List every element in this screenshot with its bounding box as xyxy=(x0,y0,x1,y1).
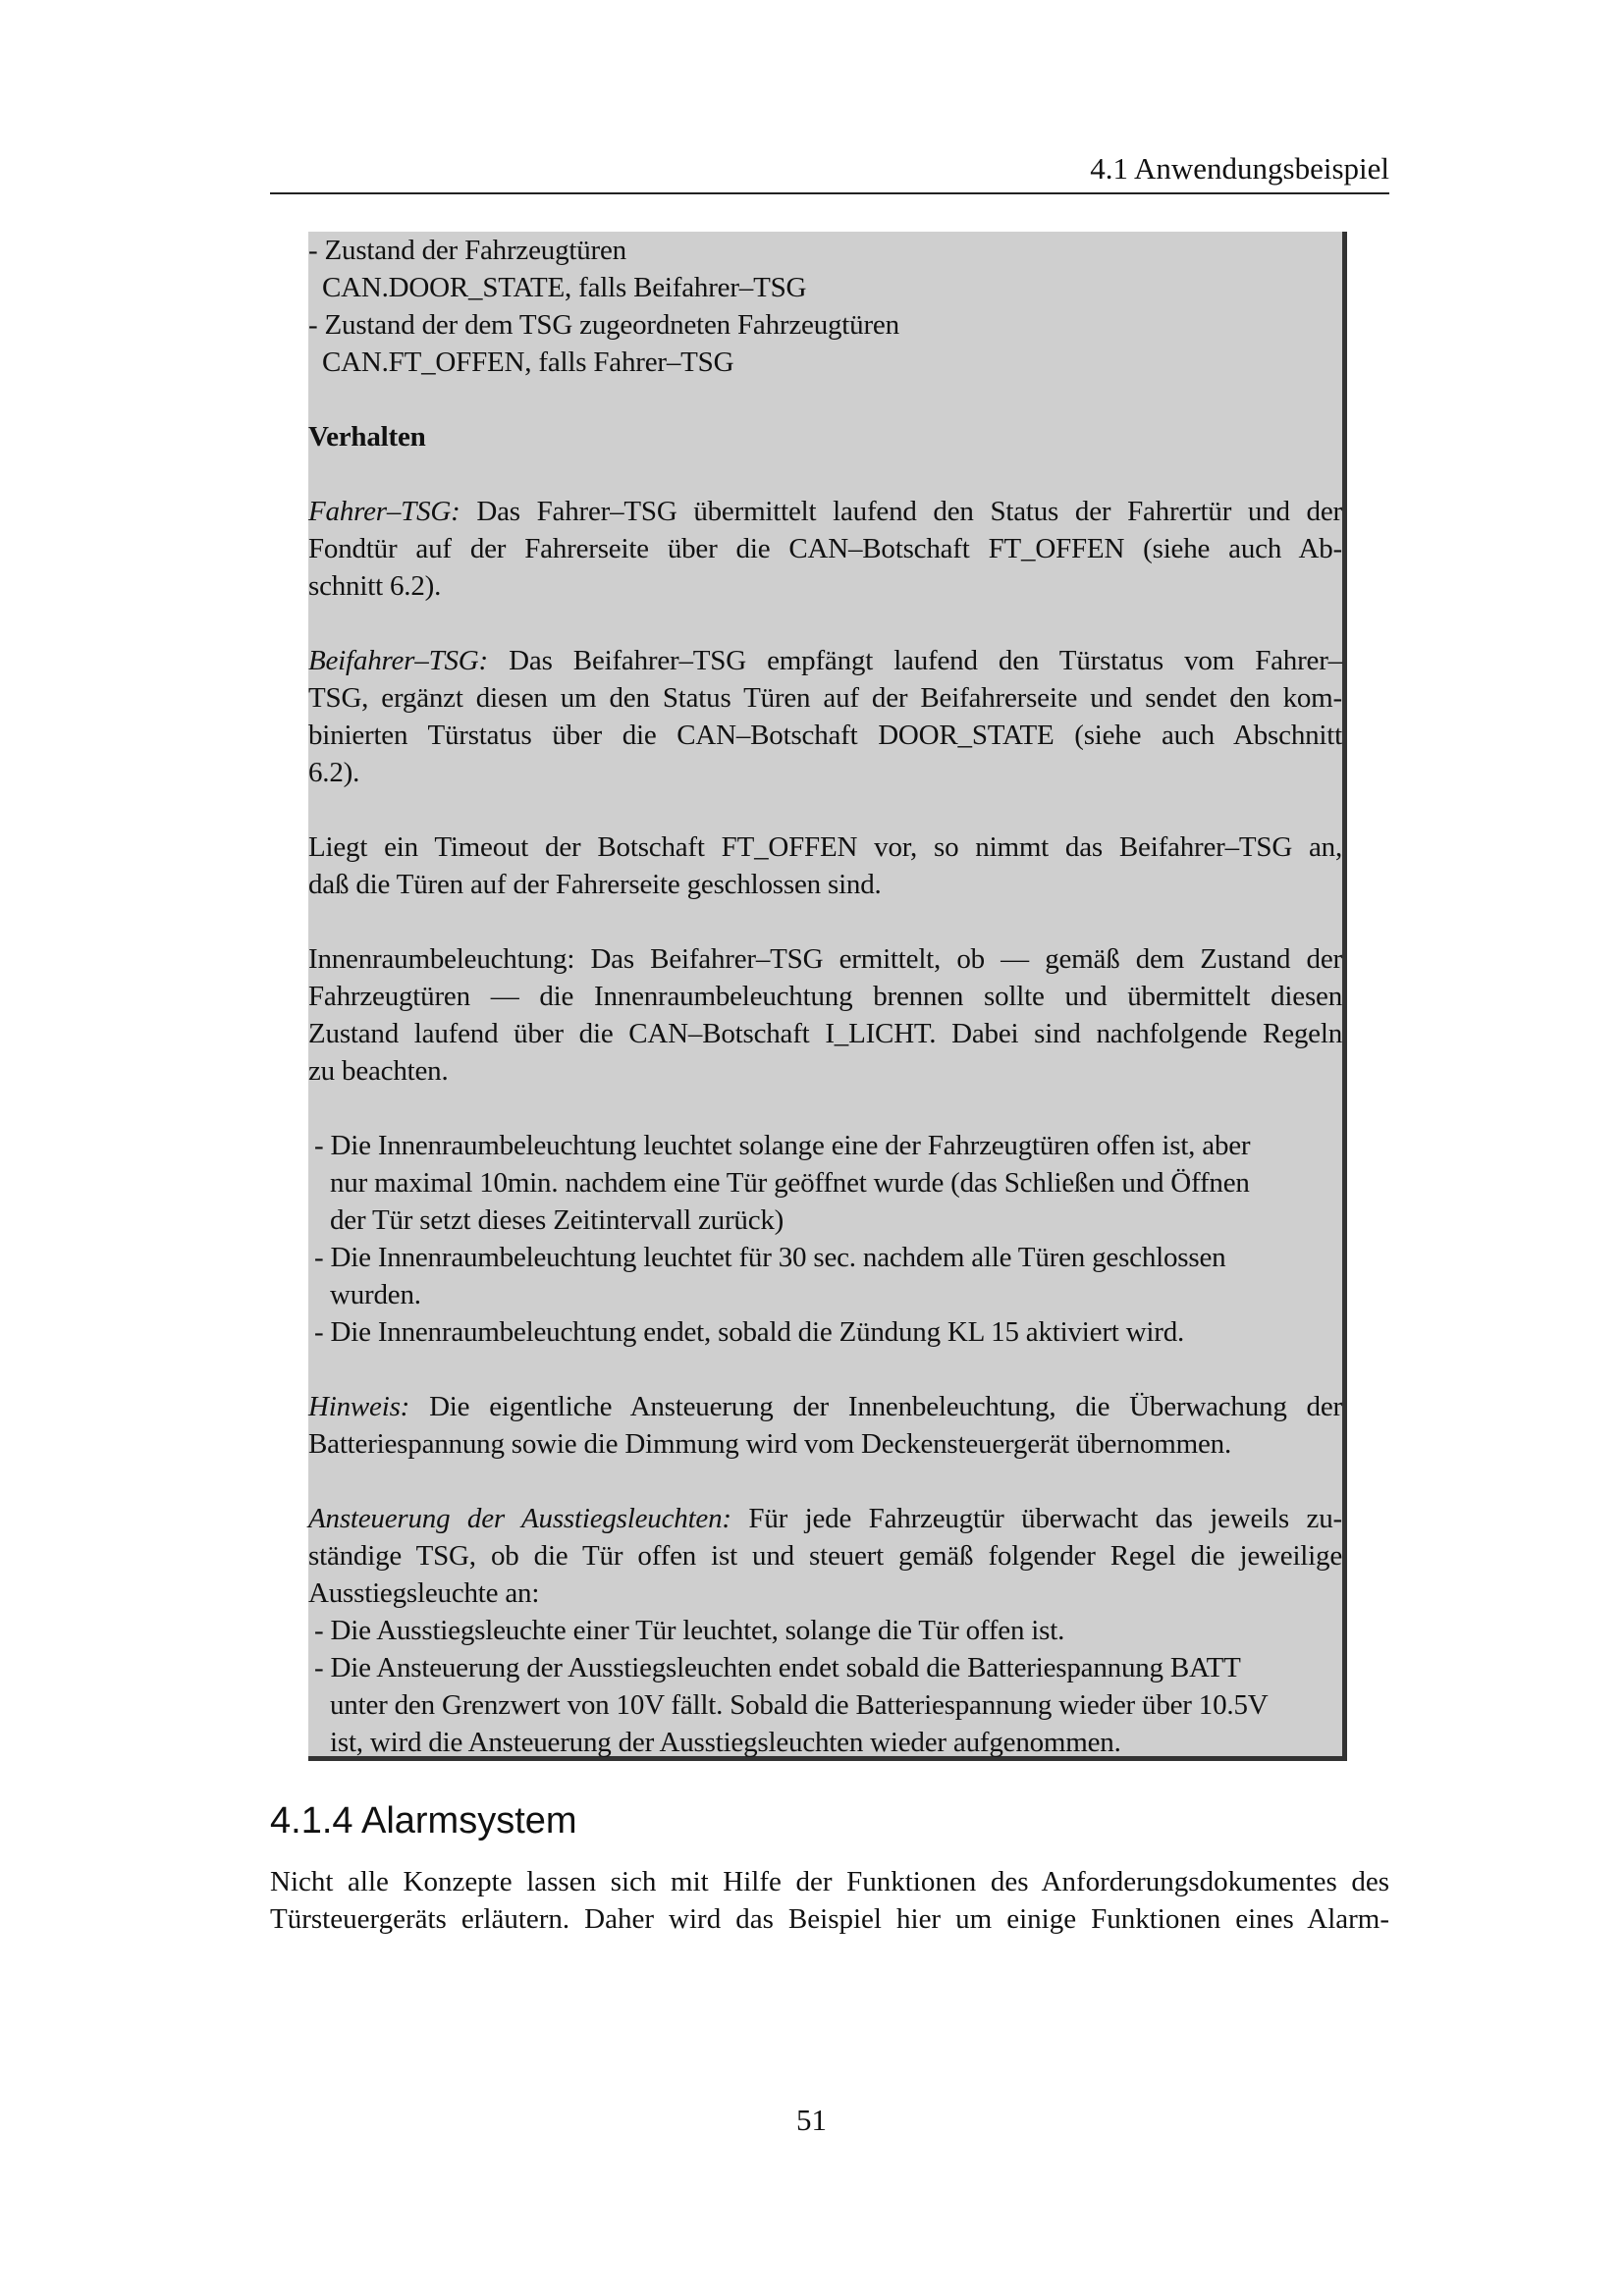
running-header-title: 4.1 Anwendungsbeispiel xyxy=(1090,151,1389,186)
ausstieg-line-1 xyxy=(308,1500,1342,1537)
input-line-4: CAN.FT_OFFEN, falls Fahrer–TSG xyxy=(322,347,734,378)
innenraum-paragraph xyxy=(308,940,1342,1090)
behavior-heading: Verhalten xyxy=(308,421,426,453)
innenraum-rule-2: - Die Innenraumbeleuchtung leuchtet für 30 sec. nachdem alle Türen geschlossen xyxy=(314,1242,1226,1273)
hinweis-line-1 xyxy=(308,1388,1342,1425)
ausstieg-rule-2: - Die Ansteuerung der Ausstiegsleuchten endet sobald die Batteriespannung BATT xyxy=(314,1652,1241,1683)
ausstieg-line-3: Ausstiegsleuchte an: xyxy=(308,1577,540,1609)
input-line-1: - Zustand der Fahrzeugtüren xyxy=(308,235,626,266)
innenraum-rule-1-cont-2: der Tür setzt dieses Zeitintervall zurück) xyxy=(330,1204,784,1236)
hinweis-text-1: Die eigentliche Ansteuerung der Innenbeleuchtung, die Überwachung der xyxy=(429,1391,1342,1422)
hinweis-paragraph xyxy=(308,1388,1342,1463)
beifahrer-tsg-line-3: binierten Türstatus über die CAN–Botschaft DOOR_STATE (siehe auch Abschnitt xyxy=(308,720,1342,751)
beifahrer-tsg-line-1 xyxy=(308,642,1342,679)
innenraum-rule-2-cont-1: wurden. xyxy=(330,1279,421,1310)
fahrer-tsg-text-1: Das Fahrer–TSG übermittelt laufend den Status der Fahrertür und der xyxy=(476,496,1342,527)
fahrer-tsg-line-3: schnitt 6.2). xyxy=(308,570,442,602)
requirements-box xyxy=(308,232,1347,1761)
page-number: 51 xyxy=(796,2103,827,2137)
innenraum-line-2: Fahrzeugtüren — die Innenraumbeleuchtung brennen sollte und übermittelt diesen xyxy=(308,981,1342,1012)
ausstieg-rule-2-cont-2: ist, wird die Ansteuerung der Ausstiegsleuchten wieder aufgenommen. xyxy=(330,1727,1121,1758)
fahrer-tsg-paragraph xyxy=(308,493,1342,605)
fahrer-tsg-line-1 xyxy=(308,493,1342,530)
beifahrer-tsg-text-1: Das Beifahrer–TSG empfängt laufend den Türstatus vom Fahrer– xyxy=(509,645,1342,676)
fahrer-tsg-label: Fahrer–TSG: xyxy=(308,496,460,527)
fahrer-tsg-line-2: Fondtür auf der Fahrerseite über die CAN–Botschaft FT_OFFEN (siehe auch Ab- xyxy=(308,533,1342,564)
timeout-line-1: Liegt ein Timeout der Botschaft FT_OFFEN vor, so nimmt das Beifahrer–TSG an, xyxy=(308,831,1342,863)
hinweis-label: Hinweis: xyxy=(308,1391,410,1422)
section-paragraph-line-1: Nicht alle Konzepte lassen sich mit Hilfe der Funktionen des Anforderungsdokumentes des xyxy=(270,1866,1389,1897)
ausstieg-label: Ansteuerung der Ausstiegsleuchten: xyxy=(308,1503,731,1534)
innenraum-rule-3: - Die Innenraumbeleuchtung endet, sobald die Zündung KL 15 aktiviert wird. xyxy=(314,1316,1185,1348)
timeout-line-2: daß die Türen auf der Fahrerseite geschlossen sind. xyxy=(308,869,882,900)
ausstieg-rule-2-cont-1: unter den Grenzwert von 10V fällt. Sobald die Batteriespannung wieder über 10.5V xyxy=(330,1689,1269,1721)
ausstieg-line-2: ständige TSG, ob die Tür offen ist und steuert gemäß folgender Regel die jeweilige xyxy=(308,1540,1342,1572)
innenraum-rule-1-cont-1: nur maximal 10min. nachdem eine Tür geöffnet wurde (das Schließen und Öffnen xyxy=(330,1167,1250,1199)
beifahrer-tsg-line-2: TSG, ergänzt diesen um den Status Türen auf der Beifahrerseite und sendet den kom- xyxy=(308,682,1342,714)
innenraum-line-4: zu beachten. xyxy=(308,1055,449,1087)
timeout-paragraph xyxy=(308,828,1342,903)
ausstieg-text-1: Für jede Fahrzeugtür überwacht das jeweils zu- xyxy=(748,1503,1342,1534)
innenraum-line-1: Innenraumbeleuchtung: Das Beifahrer–TSG ermittelt, ob — gemäß dem Zustand der xyxy=(308,943,1342,975)
innenraum-rules-list xyxy=(314,1127,1335,1351)
innenraum-line-3: Zustand laufend über die CAN–Botschaft I_LICHT. Dabei sind nachfolgende Regeln xyxy=(308,1018,1342,1049)
section-paragraph xyxy=(270,1863,1389,1938)
ausstieg-paragraph xyxy=(308,1500,1342,1612)
ausstieg-rule-1: - Die Ausstiegsleuchte einer Tür leuchtet, solange die Tür offen ist. xyxy=(314,1615,1065,1646)
beifahrer-tsg-line-4: 6.2). xyxy=(308,757,360,788)
input-line-2: CAN.DOOR_STATE, falls Beifahrer–TSG xyxy=(322,272,807,303)
running-header xyxy=(270,149,1389,194)
section-heading: 4.1.4 Alarmsystem xyxy=(270,1800,577,1842)
ausstieg-rules-list xyxy=(314,1612,1335,1761)
innenraum-rule-1: - Die Innenraumbeleuchtung leuchtet solange eine der Fahrzeugtüren offen ist, aber xyxy=(314,1130,1251,1161)
section-paragraph-line-2: Türsteuergeräts erläutern. Daher wird das Beispiel hier um einige Funktionen eines Alarm- xyxy=(270,1903,1389,1935)
beifahrer-tsg-label: Beifahrer–TSG: xyxy=(308,645,488,676)
input-line-3: - Zustand der dem TSG zugeordneten Fahrzeugtüren xyxy=(308,309,899,341)
beifahrer-tsg-paragraph xyxy=(308,642,1342,791)
hinweis-line-2: Batteriespannung sowie die Dimmung wird vom Deckensteuergerät übernommen. xyxy=(308,1428,1232,1460)
